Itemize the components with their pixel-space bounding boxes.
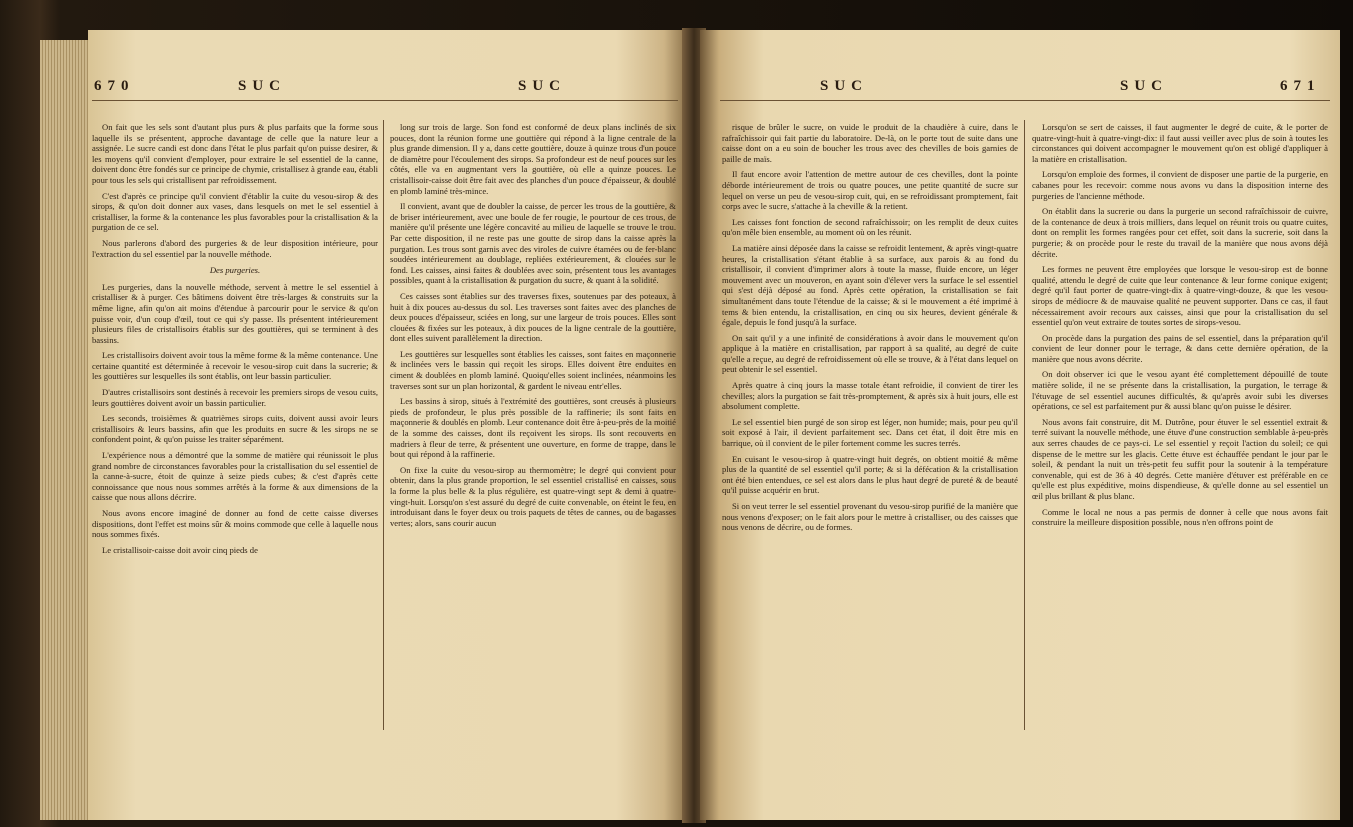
right-running-head-2: SUC	[1120, 78, 1169, 94]
left-header-rule	[92, 100, 678, 101]
paragraph: Les seconds, troisièmes & quatrièmes sirops cuits, doivent aussi avoir leurs cristallisoirs & leurs bassins, afin que les produits en sucre & les sirops ne se confondent point, & qu'on puisse les traiter séparément.	[92, 413, 378, 445]
page-edges	[40, 40, 92, 820]
right-column-2	[1032, 122, 1328, 808]
paragraph: Lorsqu'on emploie des formes, il convient de disposer une partie de la purgerie, en cabanes pour les recevoir: comme nous avons vu dans la disposition interne des purgeries de l'ancienne méthode.	[1032, 169, 1328, 201]
left-column-rule	[383, 120, 384, 730]
paragraph: Comme le local ne nous a pas permis de donner à celle que nous avons fait construire la meilleure disposition possible, nous n'en offrons point de	[1032, 506, 1328, 528]
paragraph: D'autres cristallisoirs sont destinés à recevoir les premiers sirops de vesou cuits, leurs gouttières doivent avoir un bassin particulier.	[92, 387, 378, 408]
paragraph: Les formes ne peuvent être employées que lorsque le vesou-sirop est de bonne qualité, attendu le degré de cuite que leur contenance & leur forme conique exigent; degré qu'il faut porter de quatre-vingt-dix à quatre-vingt-douze, & que les vesou-sirops de médiocre & de mauvaise qualité ne peuvent supporter. Dans ce cas, il faut nécessairement avoir recours aux caisses, ainsi que pour la cristallisation du sel essentiel qu'on veut extraire de toutes sortes de sirops-vesou.	[1032, 264, 1328, 328]
paragraph: On établit dans la sucrerie ou dans la purgerie un second rafraîchissoir de cuivre, de la contenance de deux à trois milliers, dans lequel on réunit trois ou quatre cuites, dont on remplit les formes rangées pour cet effet, soit dans la sucrerie, soit dans la purgerie; & on procède pour le reste du travail de la manière que nous avons déjà décrite.	[1032, 206, 1328, 259]
paragraph: Ces caisses sont établies sur des traverses fixes, soutenues par des poteaux, à huit à dix pouces au-dessus du sol. Les traverses sont faites avec des planches de deux pouces d'épaisseur, sciées en long, sur une largeur de trois pouces. Elles sont clouées & fixées sur les poteaux, à dix pouces de la ligne centrale de la gouttière, dont elles suivent parallèlement la direction.	[390, 290, 676, 344]
right-column-rule	[1024, 120, 1025, 730]
paragraph: Le sel essentiel bien purgé de son sirop est léger, non humide; mais, pour peu qu'il soit exposé à l'air, il devient parfaitement sec. Dans cet état, il doit être mis en barrique, où il convient de le piler fortement comme les sucres terrés.	[722, 416, 1018, 449]
paragraph: On fixe la cuite du vesou-sirop au thermomètre; le degré qui convient pour obtenir, dans la plus grande proportion, le sel essentiel cristallisé en caisses, sous la forme la plus belle & la plus régulière, est quatre-vingt sept & demi à quatre-vingt-huit. Lorsqu'on s'est assuré du degré de cuite convenable, on éteint le feu, en introduisant dans le foyer deux ou trois paquets de têtes de cannes, ou de bagasses vertes; alors, sans courir aucun	[390, 464, 676, 528]
paragraph: Lorsqu'on se sert de caisses, il faut augmenter le degré de cuite, & le porter de quatre-vingt-huit à quatre-vingt-dix: il faut aussi veiller avec plus de soin à toutes les circonstances qui doivent accompagner le mouvement qu'on est obligé d'appliquer à la matière en cristallisation.	[1032, 122, 1328, 164]
left-running-head-1: SUC	[238, 78, 287, 94]
right-page	[700, 30, 1340, 820]
paragraph: Les purgeries, dans la nouvelle méthode, servent à mettre le sel essentiel à cristalliser & à purger. Ces bâtimens doivent être très-larges & construits sur la même ligne, afin qu'on ait moins d'étendue à parcourir pour le service & qu'on puisse voir, d'un coup d'œil, tout ce qui s'y passe. Ils présentent intérieurement plusieurs files de cristallisoirs établis sur des gouttières, qui se terminent à des bassins.	[92, 281, 378, 345]
left-page-number: 670	[94, 78, 135, 94]
right-running-head-1: SUC	[820, 78, 869, 94]
paragraph: Les caisses font fonction de second rafraîchissoir; on les remplit de deux cuites qu'on mêle bien ensemble, au moment où on les réunit.	[722, 216, 1018, 238]
paragraph: risque de brûler le sucre, on vuide le produit de la chaudière à cuire, dans le rafraîchissoir qui fait partie du laboratoire. De-là, on le porte tout de suite dans une caisse dont on a eu soin de boucher les trous avec des chevilles de bois garnies de paille de maïs.	[722, 122, 1018, 164]
paragraph: Si on veut terrer le sel essentiel provenant du vesou-sirop purifié de la manière que nous venons d'exposer; on le fait alors pour le mettre à cristalliser, ou des caisses que nous venons de décrire, ou de formes.	[722, 501, 1018, 533]
paragraph: On procède dans la purgation des pains de sel essentiel, dans la préparation qu'il convient de leur donner pour le terrage, & dans cette dernière opération, de la manière que nous avons décrite.	[1032, 332, 1328, 364]
paragraph: En cuisant le vesou-sirop à quatre-vingt huit degrés, on obtient moitié & même plus de la quantité de sel essentiel qu'il porte; & si la défécation & la cristallisation ont été bien entendues, ce sel est alors dans le plus haut degré de pureté & de beauté qu'il puisse acquérir en brut.	[722, 453, 1018, 496]
section-heading: Des purgeries.	[209, 265, 261, 276]
paragraph: Les gouttières sur lesquelles sont établies les caisses, sont faites en maçonnerie & inclinées vers le bassin qui reçoit les sirops. Elles doivent être enduites en ciment & doublées en plomb laminé. Quoiqu'elles soient inclinées, néanmoins les traverses sont sur un plan horizontal, & gardent le niveau entr'elles.	[390, 348, 676, 391]
paragraph: Le cristallisoir-caisse doit avoir cinq pieds de	[102, 544, 258, 555]
paragraph: Il faut encore avoir l'attention de mettre autour de ces chevilles, dont la pointe déborde intérieurement de trois ou quatre pouces, une petite quantité de sucre sur lequel on verse un peu de vesou-sirop cuit, qui, en se refroidissant promptement, fait corps avec le sucre, s'attache à la cheville & la retient.	[722, 169, 1018, 212]
paragraph: On doit observer ici que le vesou ayant été complettement dépouillé de toute matière solide, il ne se présente dans la cristallisation, la purgation, le terrage & l'étuvage de sel essentiel aucunes difficultés, & qu'après avoir subi les diverses opérations, ce sel est parfaitement pur & aussi blanc qu'on puisse le désirer.	[1032, 369, 1328, 412]
paragraph: Il convient, avant que de doubler la caisse, de percer les trous de la gouttière, & de briser intérieurement, avec une boule de fer rougie, le pourtour de ces trous, de manière qu'il présente une légère concavité au milieu de laquelle se trouve le trou. Par cette disposition, il ne reste pas une goutte de sirop dans la caisse après la purgation. Les trous sont garnis avec des viroles de cuivre étamées ou de fer-blanc soudées intérieurement au doublage, repliées extérieurement, & clouées sur le fond. Les caisses, ainsi faites & doublées avec soin, présentent tous les avantages possibles, quant à la cristallisation & purgation du sucre, & quant à la solidité.	[390, 201, 676, 286]
left-page	[88, 30, 688, 820]
paragraph: C'est d'après ce principe qu'il convient d'établir la cuite du vesou-sirop & des sirops, & qu'on doit donner aux vases, dans lesquels on met le sel essentiel à cristalliser, la forme & la contenance les plus favorables pour la cristallisation & la purgation de ce sel.	[92, 190, 378, 233]
right-header-rule	[720, 100, 1330, 101]
paragraph: Nous avons fait construire, dit M. Dutrône, pour étuver le sel essentiel extrait & terré suivant la nouvelle méthode, une étuve d'une construction semblable à-peu-près aux serres chaudes de ce pays-ci. Le sel essentiel y reçoit l'action du soleil; ce qui dispense de le mettre sur les glacis. Cette étuve est échauffée pendant le jour par le soleil, & pendant la nuit un très-petit feu suffit pour la soutenir à la température convenable, qui est de 36 à 40 degrés. Cette manière d'étuver est préférable en ce qu'elle est plus expéditive, moins dispendieuse, & qu'elle donne au sel essentiel un œil plus brillant & plus blanc.	[1032, 416, 1328, 501]
paragraph: long sur trois de large. Son fond est conformé de deux plans inclinés de six pouces, dont la réunion forme une gouttière qui répond à la ligne centrale de la plus grande dimension. Il y a, dans cette gouttière, douze à quinze trous d'un pouce de diamètre pour l'écoulement des sirops. Sa profondeur est de neuf pouces sur les côtés, elle va en augmentant vers la gouttière, où elle a quinze pouces. Le cristallisoir-caisse doit être fait avec des planches d'un pouce d'épaisseur, & doublé en plomb laminé très-mince.	[390, 122, 676, 196]
paragraph: Après quatre à cinq jours la masse totale étant refroidie, il convient de tirer les chevilles; alors la purgation se fait très-promptement, & après six à huit jours, elle est absolument complette.	[722, 380, 1018, 412]
paragraph: Les cristallisoirs doivent avoir tous la même forme & la même contenance. Une certaine quantité est déterminée à recevoir le vesou-sirop cuit dans la sucrerie; & les gouttières sur lesquelles ils sont établis, ont leur bassin particulier.	[92, 350, 378, 382]
left-column-2	[390, 122, 676, 808]
paragraph: Les bassins à sirop, situés à l'extrémité des gouttières, sont creusés à plusieurs pieds de profondeur, le plus près possible de la raffinerie; ils sont faits en maçonnerie & doublés en plomb. Leur contenance doit être à-peu-près de la moitié de la somme des caisses, dont ils reçoivent les sirops. Ils sont recouverts en madriers à fleur de terre, & présentent une ouverture, en forme de trappe, dans le bout qui répond à la raffinerie.	[390, 396, 676, 460]
left-column-1	[92, 122, 378, 808]
left-running-head-2: SUC	[518, 78, 567, 94]
right-page-number: 671	[1280, 78, 1321, 94]
paragraph: La matière ainsi déposée dans la caisse se refroidit lentement, & après vingt-quatre heures, la cristallisation s'étant établie à sa surface, aux parois & au fond du cristallisoir, il convient d'imprimer alors à toute la masse, fluide encore, un léger mouvement avec un mouveron, en ayant soin d'élever vers la surface le sel essentiel qui s'est déjà déposé au fond. Après cette opération, la cristallisation se fait simultanément dans toute l'étendue de la caisse; & si le mouvement a été imprimé à tems & bien entendu, la cristallisation, en cinq ou six heures, devient générale & égale, depuis le fond jusqu'à la surface.	[722, 242, 1018, 328]
paragraph: On fait que les sels sont d'autant plus purs & plus parfaits que la forme sous laquelle ils se présentent, approche davantage de celle que la nature leur a assignée. Le sucre candi est donc dans l'état le plus parfait qu'on puisse desirer, & les moyens qu'il convient d'employer, pour extraire le sel essentiel de la canne, doivent donc être fondés sur ce principe de chymie, cristallisez à grande eau, établi pour tous les sels qui cristallisent par refroidissement.	[92, 122, 378, 185]
paragraph: Nous parlerons d'abord des purgeries & de leur disposition intérieure, pour l'extraction du sel essentiel par la nouvelle méthode.	[92, 237, 378, 259]
paragraph: L'expérience nous a démontré que la somme de matière qui réunissoit le plus grand nombre de circonstances favorables pour la cristallisation du sel essentiel de la canne-à-sucre, étoit de quinze à seize pieds cubes; & c'est d'après cette connoissance que nous nous sommes arrêtés à la forme & aux dimensions de la caisse que nous allons décrire.	[92, 450, 378, 503]
right-column-1	[722, 122, 1018, 808]
paragraph: Nous avons encore imaginé de donner au fond de cette caisse diverses dispositions, dont l'effet est moins sûr & moins commode que celle à laquelle nous nous sommes fixés.	[92, 508, 378, 540]
paragraph: On sait qu'il y a une infinité de considérations à avoir dans le mouvement qu'on applique à la matière en cristallisation, par rapport à sa qualité, au degré de cuite qu'elle a reçue, au degré de refroidissement où elle se trouve, & à l'état dans lequel on peut obtenir le sel essentiel.	[722, 332, 1018, 375]
